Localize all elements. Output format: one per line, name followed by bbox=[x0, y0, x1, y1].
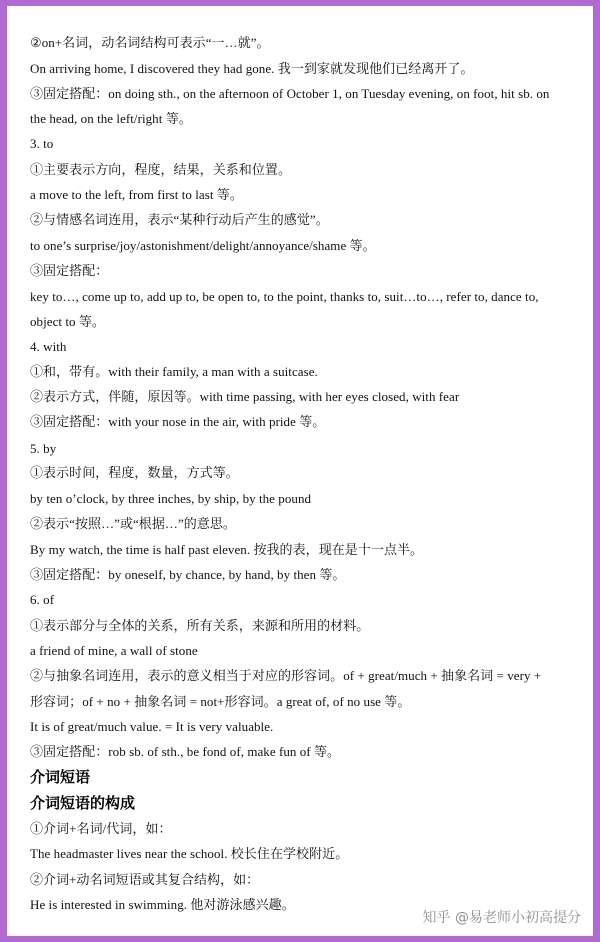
text-line: by ten o’clock, by three inches, by ship, by the pound bbox=[30, 491, 312, 506]
section-number: 3. to bbox=[30, 136, 54, 151]
text-line: It is of great/much value. = It is very valuable. bbox=[30, 719, 274, 734]
text-line: ②与抽象名词连用，表示的意义相当于对应的形容词。of + great/much + 抽象名词 = very + bbox=[30, 668, 542, 683]
text-line: By my watch, the time is half past eleven. 按我的表，现在是十一点半。 bbox=[30, 542, 424, 557]
text-line: a move to the left, from first to last 等。 bbox=[30, 187, 243, 202]
text-line: ①和，带有。with their family, a man with a suitcase. bbox=[30, 364, 318, 379]
text-line: key to…, come up to, add up to, be open to, to the point, thanks to, suit…to…, refer to, dance to, bbox=[30, 289, 539, 304]
subsection-heading: 介词短语的构成 bbox=[30, 794, 136, 812]
document-page bbox=[7, 6, 593, 936]
text-line: ②表示方式，伴随，原因等。with time passing, with her eyes closed, with fear bbox=[30, 389, 460, 404]
section-number: 6. of bbox=[30, 592, 55, 607]
text-line: ③固定搭配：rob sb. of sth., be fond of, make fun of 等。 bbox=[30, 744, 341, 759]
text-line: ①主要表示方向，程度，结果，关系和位置。 bbox=[30, 162, 292, 177]
text-line: to one’s surprise/joy/astonishment/delight/annoyance/shame 等。 bbox=[30, 238, 376, 253]
text-line: ③固定搭配： bbox=[30, 263, 109, 278]
section-heading: 介词短语 bbox=[30, 768, 91, 786]
text-line: ③固定搭配：with your nose in the air, with pride 等。 bbox=[30, 414, 326, 429]
text-line: The headmaster lives near the school. 校长住在学校附近。 bbox=[30, 846, 349, 861]
text-line: ①介词+名词/代词，如： bbox=[30, 821, 172, 836]
section-number: 4. with bbox=[30, 339, 67, 354]
text-line: ①表示部分与全体的关系，所有关系，来源和所用的材料。 bbox=[30, 618, 370, 633]
watermark: 知乎 @易老师小初高提分 bbox=[422, 910, 581, 926]
text-line: He is interested in swimming. 他对游泳感兴趣。 bbox=[30, 897, 295, 912]
text-line: a friend of mine, a wall of stone bbox=[30, 643, 198, 658]
text-line: ②on+名词，动名词结构可表示“一…就”。 bbox=[30, 35, 270, 50]
text-line: ③固定搭配：by oneself, by chance, by hand, by then 等。 bbox=[30, 567, 346, 582]
text-line: ①表示时间，程度，数量，方式等。 bbox=[30, 465, 239, 480]
text-line: ③固定搭配：on doing sth., on the afternoon of October 1, on Tuesday evening, on foot, hit sb. on bbox=[30, 86, 550, 101]
text-line: 形容词；of + no + 抽象名词 = not+形容词。a great of, of no use 等。 bbox=[30, 694, 411, 709]
text-line: ②介词+动名词短语或其复合结构，如： bbox=[30, 872, 260, 887]
text-line: On arriving home, I discovered they had gone. 我一到家就发现他们已经离开了。 bbox=[30, 61, 474, 76]
text-line: object to 等。 bbox=[30, 314, 105, 329]
text-line: ②与情感名词连用，表示“某种行动后产生的感觉”。 bbox=[30, 212, 329, 227]
text-line: the head, on the left/right 等。 bbox=[30, 111, 192, 126]
text-line: ②表示“按照…”或“根据…”的意思。 bbox=[30, 516, 236, 531]
section-number: 5. by bbox=[30, 441, 57, 456]
